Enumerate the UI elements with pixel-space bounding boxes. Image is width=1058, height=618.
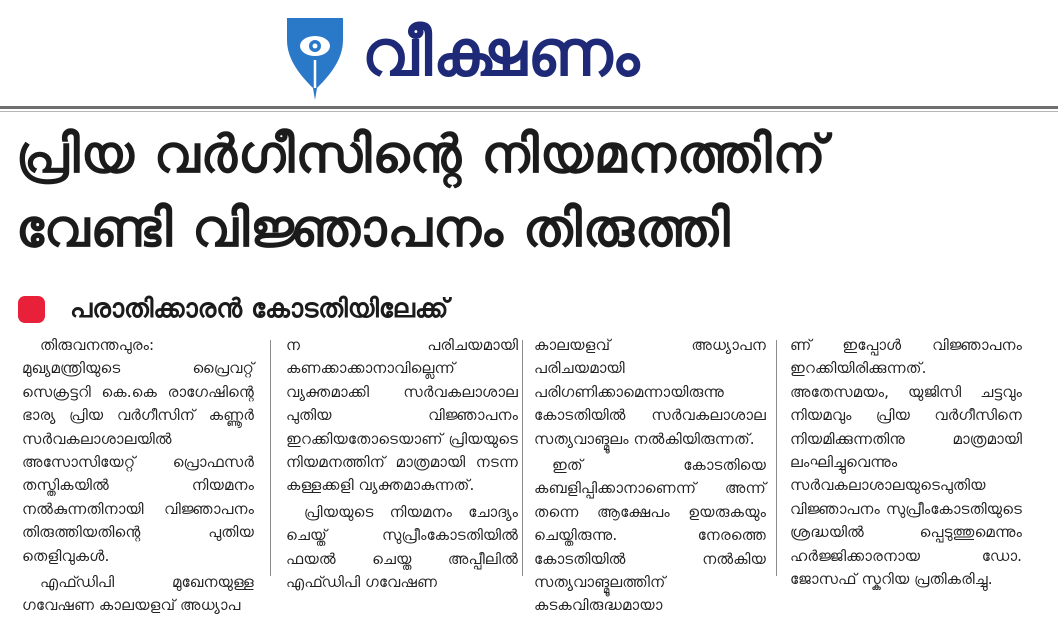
headline: [16, 118, 1046, 266]
masthead: [0, 0, 1058, 105]
article-column-2: [286, 334, 518, 592]
paragraph: ണ് ഇപ്പോൾ വിജ്ഞാപനം ഇറക്കിയിരിക്കുന്നത്. അതേസമയം, യുജിസി ചട്ടവും നിയമവും പ്രിയ വർഗീസിനെ നിയമിക്കുന്നതിനു മാത്രമായി ലംഘിച്ചുവെന്നും സർവകലാശാലയുടെപുതിയ വിജ്ഞാപനം സുപ്രീംകോടതിയുടെ ശ്രദ്ധയിൽ പ്പെടുത്തുമെന്നും ഹർജ്ജിക്കാരനായ ഡോ. ജോസഫ് സ്കറിയ പ്രതികരിച്ചു.: [790, 336, 1022, 589]
article-column-3: [534, 334, 766, 615]
paragraph: ന പരിചയമായി കണക്കാക്കാനാവില്ലെന്ന് വ്യക്തമാക്കി സർവകലാശാല പുതിയ വിജ്ഞാപനം ഇറക്കിയതോടെയാണ് പ്രിയയുടെ നിയമനത്തിന് മാത്രമായി നടന്ന കള്ളക്കളി വ്യക്തമാകുന്നത്.: [286, 336, 518, 495]
paragraph: ഇത് കോടതിയെ കബളിപ്പിക്കാനാണെന്ന് അന്ന് തന്നെ ആക്ഷേപം ഉയരുകയും ചെയ്തിരുന്നു. നേരത്തെ കോടതിയിൽ നൽകിയ സത്യവാങ്മൂലത്തിന് കടകവിരുദ്ധമായാ: [534, 456, 766, 615]
article-body: [0, 334, 1058, 615]
subheadline: [18, 290, 1048, 328]
brand-name: വീക്ഷണം: [362, 17, 641, 91]
column-divider: [522, 340, 523, 576]
pen-nib-eye-icon: [283, 16, 347, 102]
masthead-divider: [0, 106, 1058, 109]
headline-line-1: പ്രിയ വർഗീസിന്റെ നിയമനത്തിന്: [16, 125, 827, 185]
paragraph: തിരുവനന്തപുരം: മുഖ്യമന്ത്രിയുടെ പ്രൈവറ്റ് സെക്രട്ടറി കെ.കെ രാഗേഷിന്റെ ഭാര്യ പ്രിയ വർഗീസിന് കണ്ണൂർ സർവകലാശാലയിൽ അസോസിയേറ്റ് പ്രൊഫസർ തസ്തികയിൽ നിയമനം നൽകുന്നതിനായി വിജ്ഞാപനം തിരുത്തിയതിന്റെ പുതിയ തെളിവുകൾ.: [22, 336, 254, 565]
masthead-divider-thin: [0, 111, 1058, 112]
column-divider: [270, 340, 271, 576]
headline-line-2: വേണ്ടി വിജ്ഞാപനം തിരുത്തി: [16, 199, 731, 259]
paragraph: എഫ്ഡിപി മുഖേനയുള്ള ഗവേഷണ കാലയളവ് അധ്യാപ: [22, 573, 254, 615]
article-column-1: [22, 334, 254, 615]
red-bullet-icon: [18, 296, 45, 323]
column-divider: [776, 340, 777, 576]
paragraph: കാലയളവ് അധ്യാപന പരിചയമായി പരിഗണിക്കാമെന്നായിരുന്നു കോടതിയിൽ സർവകലാശാല സത്യവാങ്മൂലം നൽകിയിരുന്നത്.: [534, 336, 766, 448]
paragraph: പ്രിയയുടെ നിയമനം ചോദ്യം ചെയ്ത് സുപ്രീംകോടതിയിൽ ഫയൽ ചെയ്ത അപ്പീലിൽ എഫ്ഡിപി ഗവേഷണ: [286, 502, 518, 592]
article-column-4: [790, 334, 1022, 589]
subheadline-text: പരാതിക്കാരൻ കോടതിയിലേക്ക്: [70, 294, 449, 324]
